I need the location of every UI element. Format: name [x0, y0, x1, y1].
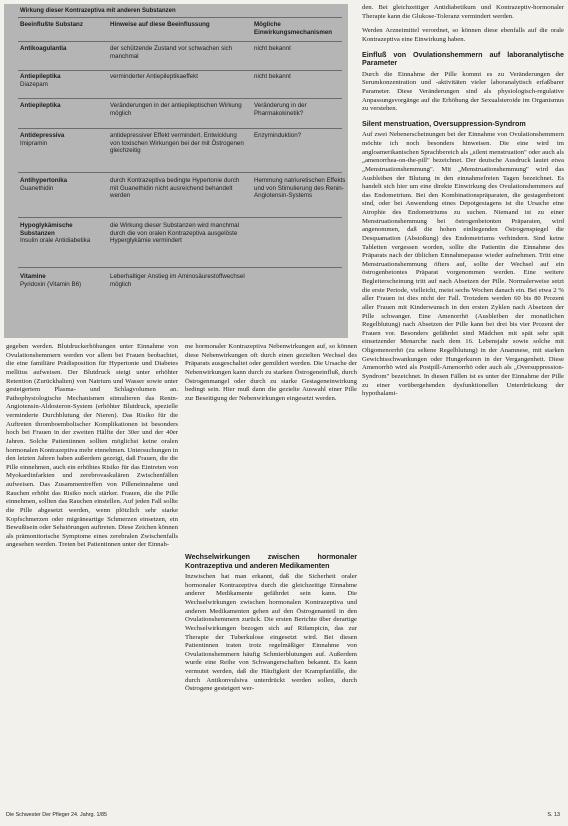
table-header-col1: Beeinflußte Substanz — [20, 21, 83, 28]
right-paragraph-4: Auf zwei Nebenerscheinungen bei der Einnahme von Ovulationshemmern möchte ich noch besonders hinweisen. Die eine wird im angloamerikanischen Sprachbereich als „silent menstruation" oder auch als „amenorrhea-on-the-pill" bezeichnet. Der deutsche Ausdruck lautet etwa „Menstruationshemmung". Mit „Menstruationshemmung" wird das Ausbleiben der Blutung in den einnahmefreien Tagen bezeichnet. Es handelt sich hier um eine direkte Einwirkung des Ovulationshemmers auf das Endometrium. Bei den Kombinationspräparaten, die gestagenbetont sind, oder bei Anwendung eines Depotgestagens ist die Ursache eine Atrophie des Endometriums zu suchen. Niemand ist zu einer Menstruationshemmung bei östrogenbetonten Präparaten, wird angenommen, daß die hohen einliegenden Östrogenspiegel die Desquamation (Abstoßung) des Endometriums verhindern. Sind keine Tabletten vergessen worden, sollte die Patientin die Einnahme des Präparats nach der üblichen Einnahmepause wieder aufnehmen. Tritt eine Menstruationshemmung öfters auf, sollte der Wechsel auf ein östrogenbetontes Präparat vorgenommen werden. Eine weitere Begleiterscheinung tritt auf nach Absetzen der Pille. Normalerweise setzt die erste Periode, vielleicht, meist sechs Wochen danach ein. Bei etwa 2 % aller Frauen ist dies nicht der Fall. Trotzdem werden 60 bis 80 Prozent aller Frauen mit Kinderwunsch in den ersten Zyklen nach Absetzen der Pille schwanger. Eine Amenorrhö (Ausbleiben der monatlichen Regelblutung) nach Absetzen der Pille kann bei drei bis vier Prozent der Frauen vor. Besonders gefährdet sind Mädchen mit spät sehr spät einsetzender Menarche nach dem 16. Lebensjahr sowie solche mit Oligomenorrhö (zu seltene Regelblutung) in der Anamnese, mit starken Gewichtsschwankungen oder Hungerkuren in der Vergangenheit. Diese Amenorrhö wird als Postpill-Amenorrhö oder auch als „Oversuppression-Syndrom" bezeichnet. In diesen Fällen ist es unter der Einnahme der Pille zu einer vorübergehenden dysfunktionellen Unterdrückung der hypothalami- — [362, 131, 564, 398]
row-note: Imipramin — [20, 139, 48, 147]
table-rule — [18, 172, 342, 173]
right-paragraph-3: Durch die Einnahme der Pille kommt es zu Veränderungen der Serumkonzentration und -aktivitäten vieler laboranalytisch erfaßbarer Parameter. Diese Veränderungen sind als physiologisch-regulative Anpassungsvorgänge auf die Erhöhung der Sexualsteroide im Organismus zu verstehen. — [362, 70, 564, 113]
interaction-table — [4, 4, 348, 338]
row-note: Pyridoxin (Vitamin B6) — [20, 280, 82, 288]
row-hint: Veränderungen in der antiepileptischen Wirkung möglich — [110, 102, 242, 117]
row-mechanism: Enzyminduktion? — [254, 132, 302, 139]
row-mechanism: Veränderung in der Pharmakokinetik? — [254, 102, 307, 117]
table-rule — [18, 267, 342, 268]
row-substance: Antiepileptika — [20, 102, 61, 109]
footer-page-number: S. 13 — [547, 812, 560, 818]
row-substance: Antihypertonika — [20, 177, 68, 184]
middle-column-lower — [185, 553, 357, 809]
row-substance: Vitamine — [20, 273, 46, 280]
right-column — [362, 4, 564, 809]
right-paragraph-2: Werden Arzneimittel verordnet, so können diese ebenfalls auf die orale Kontrazeptiva eine Einwirkung haben. — [362, 27, 564, 43]
table-rule — [18, 17, 342, 18]
row-hint: durch Kontrazeptiva bedingte Hypertonie durch mit Guanethidin nicht ausreichend behandelt werden — [110, 177, 240, 200]
middle-paragraph-1: me hormonaler Kontrazeptiva Nebenwirkungen auf, so können diese Nebenwirkungen oft durch einen gezielten Wechsel des Präparats ausgeschaltet oder gemildert werden. Die Ursache der Nebenwirkungen kann durch zu starken Östrogeneinfluß, durch Östrogenmangel oder durch zu starke Gestageneinwirkung bedingt sein. Hier muß dann die gezielte Auswahl einer Pille zur Beseitigung der Nebenwirkungen eingesetzt werden. — [185, 343, 357, 402]
table-rule — [18, 217, 342, 218]
footer-journal: Die Schwester Der Pfleger 24. Jahrg. 1/85 — [6, 812, 107, 818]
table-rule — [18, 41, 342, 42]
row-substance: Antidepressiva — [20, 132, 65, 139]
table-header-col2: Hinweise auf diese Beeinflussung — [110, 21, 210, 28]
section-heading-silent-menstruation: Silent menstruation, Oversuppression-Syndrom — [362, 118, 526, 128]
row-mechanism: nicht bekannt — [254, 45, 291, 52]
row-hint: verminderter Antiepileptikaeffekt — [110, 73, 198, 80]
right-paragraph-1: den. Bei gleichzeitiger Antidiabetikum und Kontrazeptiv-hormonaler Therapie kann die Glukose-Toleranz vermindert werden. — [362, 4, 564, 20]
table-title: Wirkung dieser Kontrazeptiva mit anderen Substanzen — [20, 8, 176, 14]
section-heading-lab: Einfluß von Ovulationshemmern auf laboranalytische Parameter — [362, 49, 564, 68]
row-substance: Antikoagulantia — [20, 45, 67, 52]
middle-column — [185, 343, 357, 550]
middle-paragraph-2: Inzwischen hat man erkannt, daß die Sicherheit oraler hormonaler Kontrazeptiva durch die gleichzeitige Einnahme anderer Medikamente gefährdet sein kann. Die Wechselwirkungen zwischen hormonalen Kontrazeptiva und anderen Medikamenten gehen auf den Östrogenanteil in den Ovulationshemmern zurück. Die ersten Berichte über derartige Wechselwirkungen bezogen sich auf Rifampicin, das zur Therapie der Tuberkulose eingesetzt wird. Bei diesen Patientinnen traten trotz regelmäßiger Einnahme von Ovulationshemmern häufig Schmierblutungen auf. Außerdem wurde eine Reihe von Schwangerschaften bekannt. Es kann vermutet werden, daß die Häufigkeit der Krampfanfälle, die durch Antikonvulsiva unterdrückt werden sollen, durch Östrogene gesteigert wer- — [185, 573, 357, 693]
table-header-col3: Mögliche Einwirkungsmechanismen — [254, 21, 333, 36]
row-hint: antidepressiver Effekt vermindert. Entwicklung von toxischen Wirkungen bei der mit Östrogenen gleichzeitig — [110, 132, 244, 155]
row-hint: der schützende Zustand vor schwachen sich manchmal — [110, 45, 233, 60]
row-hint: die Wirkung dieser Substanzen wird manchmal durch die von oralen Kontrazeptiva ausgelöste Hyperglykämie vermindert — [110, 222, 239, 245]
table-rule — [18, 98, 342, 99]
section-heading-interactions: Wechselwirkungen zwischen hormonaler Kontrazeptiva und anderen Medikamenten — [185, 553, 357, 570]
row-note: Guanethidin — [20, 184, 54, 192]
left-paragraph: gegeben werden. Blutdruckerhöhungen unter Einnahme von Ovulationshemmern werden vor allem bei Frauen beobachtet, die eine familiäre Prädisposition für Hypertonie und Diabetes mellitus aufweisen. Der Blutdruck steigt unter erhöhter Retention (Zurückhalten) von Natrium und Wasser sowie unter gesteigertem Plasma- und Schlagvolumen an. Pathophysiologische Mechanismen stimulieren das Renin-Angiotensin-Aldosteron-System (erhöhter Blutdruck, spezielle verminderte Durchblutung der Nieren). Das Risiko für die Auftreten thromboembolischer Komplikationen ist besonders hoch bei Frauen in der zweiten Hälfte der 30er und der 40er Jahren. Solche Patientinnen sollten möglichst keine oralen hormonalen Kontrazeptiva mehr einnehmen. Untersuchungen in den letzten Jahren haben außerdem gezeigt, daß Frauen, die die Pille einnehmen, auch ein erhöhtes Risiko für das Eintreten von Myokardinfarkten und zerebrovaskulären Zwischenfällen aufweisen. Das Zusammentreffen von Pilleneinnahme und Rauchen erhöht das Risiko noch stärker. Frauen, die die Pille einnehmen, sollten das Rauchen einstellen. Auf jeden Fall sollte die Pille abgesetzt werden, wenn plötzlich sehr starke Kopfschmerzen oder migräneartige Schmerzen einsetzen, ein Bewußtsein oder Sehstörungen auftreten. Diese Zeichen können als prämonitorische Symptome eines zerebralen Zwischenfalls angesehen werden. Treten bei Patientinnen unter der Einnah- — [6, 343, 178, 549]
row-substance: Hypoglykämische Substanzen — [20, 222, 73, 237]
row-hint: Leberhaltiger Anstieg im Aminosäurestoffwechsel möglich — [110, 273, 245, 288]
table-rule — [18, 128, 342, 129]
row-note: Insulin orale Antidiabetika — [20, 237, 91, 245]
table-rule — [18, 70, 342, 71]
row-note: Diazepam — [20, 80, 48, 88]
row-substance: Antiepileptika — [20, 73, 61, 80]
row-mechanism: Hemmung natriuretischen Effekts und von Stimulierung des Renin-Angiotensin-Systems — [254, 177, 346, 200]
left-column — [6, 343, 178, 809]
row-mechanism: nicht bekannt — [254, 73, 291, 80]
